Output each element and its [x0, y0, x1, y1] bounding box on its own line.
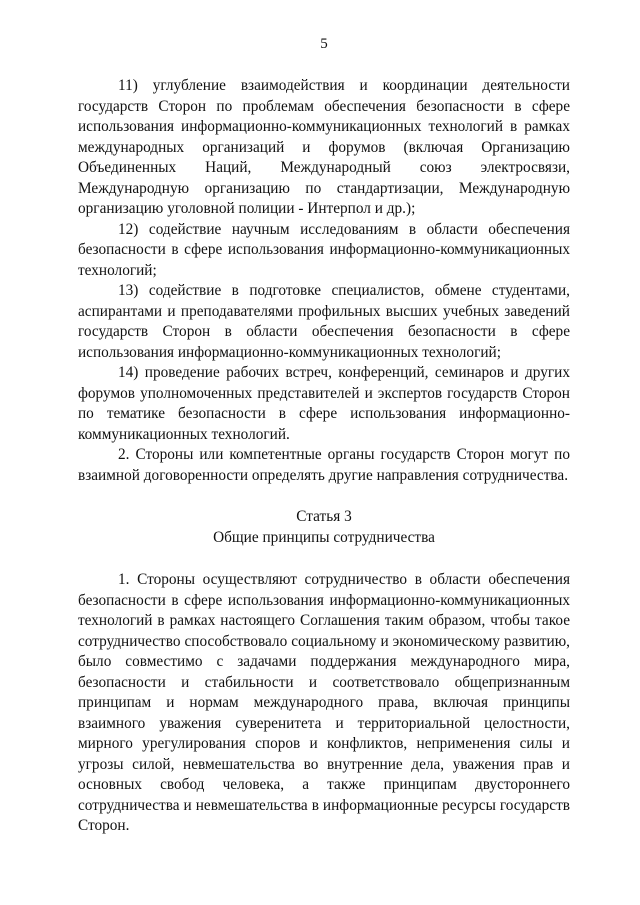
article-title-heading: Общие принципы сотрудничества: [213, 528, 435, 546]
paragraph-item-12: 12) содействие научным исследованиям в области обеспечения безопасности в сфере использования информационно-коммуникационных технологий;: [78, 220, 570, 279]
paragraph-clause-2: 2. Стороны или компетентные органы государств Сторон могут по взаимной договоренности определять другие направления сотрудничества.: [78, 446, 570, 484]
article-number-heading: Статья 3: [296, 508, 352, 525]
paragraph-article3-clause-1: 1. Стороны осуществляют сотрудничество в области обеспечения безопасности в сфере использования информационно-коммуникационных технологий в рамках настоящего Соглашения таким образом, чтобы такое сотрудничество способствовало социальному и экономическому развитию, было совместимо с задачами поддержания международного мира, безопасности и стабильности и соответствовало общепризнанным принципам и нормам международного права, включая принципы взаимного уважения суверенитета и территориальной целостности, мирного урегулирования споров и конфликтов, неприменения силы и угрозы силой, невмешательства во внутренние дела, уважения прав и основных свобод человека, а также принципам двустороннего сотрудничества и невмешательства в информационные ресурсы государств Сторон.: [78, 571, 570, 834]
paragraph-item-13: 13) содействие в подготовке специалистов, обмене студентами, аспирантами и преподавателями профильных высших учебных заведений государств Сторон в области обеспечения безопасности в сфере использования информационно-коммуникационных технологий;: [78, 282, 570, 361]
paragraph-item-11: 11) углубление взаимодействия и координации деятельности государств Сторон по проблемам обеспечения безопасности в сфере использования информационно-коммуникационных технологий в рамках международных организаций и форумов (включая Организацию Объединенных Наций, Международный союз электросвязи, Международную организацию по стандартизации, Международную организацию уголовной полиции - Интерпол и др.);: [78, 77, 570, 217]
paragraph-item-14: 14) проведение рабочих встреч, конференций, семинаров и других форумов уполномоченных представителей и экспертов государств Сторон по тематике безопасности в сфере использования информационно-коммуникационных технологий.: [78, 364, 570, 443]
page-number: 5: [320, 36, 328, 52]
